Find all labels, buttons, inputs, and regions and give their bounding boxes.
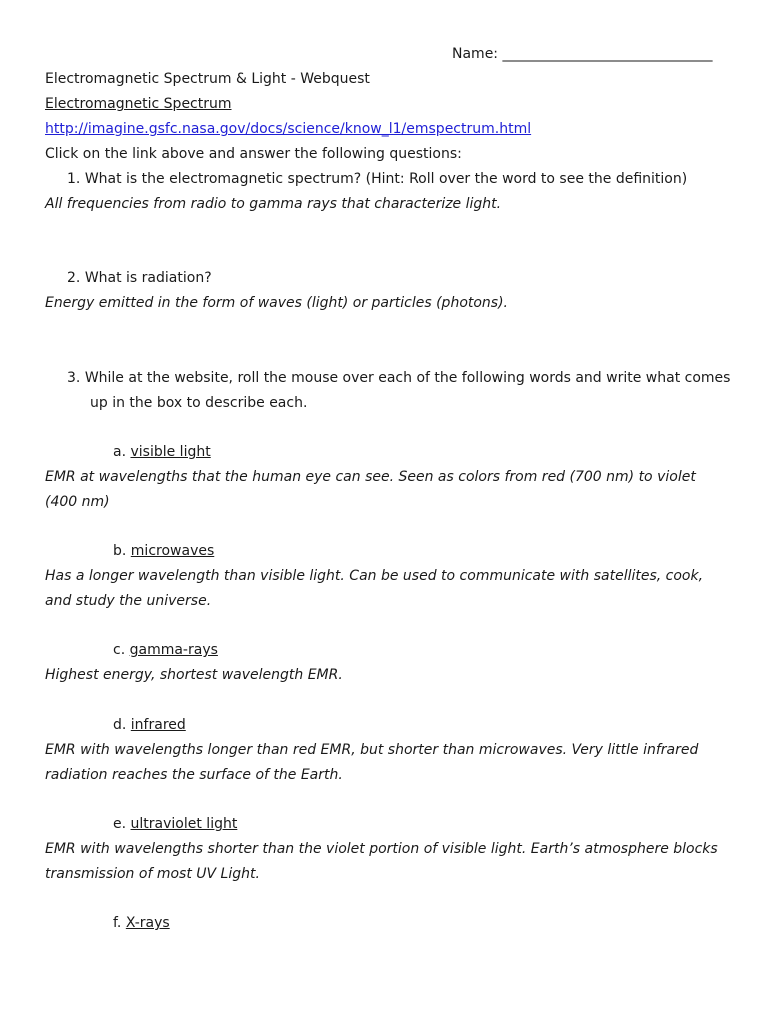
- term-item-infrared: [113, 715, 186, 735]
- webquest-link[interactable]: http://imagine.gsfc.nasa.gov/docs/science/know_l1/emspectrum.html: [45, 121, 532, 137]
- question-3-continued: up in the box to describe each.: [90, 395, 308, 411]
- term-letter: d.: [113, 717, 127, 733]
- name-label: Name: ______________________________: [452, 46, 713, 62]
- section-heading: Electromagnetic Spectrum: [45, 96, 232, 112]
- answer-1: All frequencies from radio to gamma rays that characterize light.: [45, 196, 502, 212]
- term-label: X-rays: [125, 915, 170, 931]
- name-field: [452, 44, 712, 64]
- term-label: gamma-rays: [129, 642, 218, 658]
- term-item-gamma-rays: [113, 640, 218, 660]
- question-text: What is the electromagnetic spectrum? (Hint: Roll over the word to see the definition): [84, 171, 688, 187]
- term-letter: e.: [113, 816, 127, 832]
- term-letter: a.: [113, 444, 127, 460]
- term-answer-line: EMR at wavelengths that the human eye can see. Seen as colors from red (700 nm) to violet: [45, 469, 696, 485]
- term-answer-line: radiation reaches the surface of the Earth.: [45, 767, 343, 783]
- term-answer-line: transmission of most UV Light.: [45, 866, 260, 882]
- term-answer-line: EMR with wavelengths longer than red EMR, but shorter than microwaves. Very little infrared: [45, 742, 699, 758]
- question-number: 2.: [67, 270, 81, 286]
- question-2: [67, 268, 212, 288]
- term-answer-line: EMR with wavelengths shorter than the violet portion of visible light. Earth’s atmosphere blocks: [45, 841, 718, 857]
- question-number: 3.: [67, 370, 81, 386]
- term-item-x-rays: [113, 913, 170, 933]
- term-answer-line: Highest energy, shortest wavelength EMR.: [45, 667, 343, 683]
- question-number: 1.: [67, 171, 81, 187]
- term-letter: c.: [113, 642, 126, 658]
- term-label: microwaves: [130, 543, 215, 559]
- term-letter: f.: [113, 915, 122, 931]
- question-3: [67, 368, 730, 388]
- term-item-microwaves: [113, 541, 214, 561]
- question-1: [67, 169, 687, 189]
- term-item-visible-light: [113, 442, 211, 462]
- document-title: Electromagnetic Spectrum & Light - Webquest: [45, 71, 370, 87]
- term-letter: b.: [113, 543, 127, 559]
- term-answer-line: and study the universe.: [45, 593, 212, 609]
- term-label: visible light: [130, 444, 211, 460]
- instructions-text: Click on the link above and answer the following questions:: [45, 146, 462, 162]
- term-answer-line: (400 nm): [45, 494, 110, 510]
- term-item-ultraviolet-light: [113, 814, 237, 834]
- question-text: What is radiation?: [84, 270, 212, 286]
- term-label: ultraviolet light: [130, 816, 238, 832]
- term-answer-line: Has a longer wavelength than visible light. Can be used to communicate with satellites, cook,: [45, 568, 704, 584]
- question-text: While at the website, roll the mouse over each of the following words and write what comes: [84, 370, 731, 386]
- answer-2: Energy emitted in the form of waves (light) or particles (photons).: [45, 295, 509, 311]
- term-label: infrared: [130, 717, 186, 733]
